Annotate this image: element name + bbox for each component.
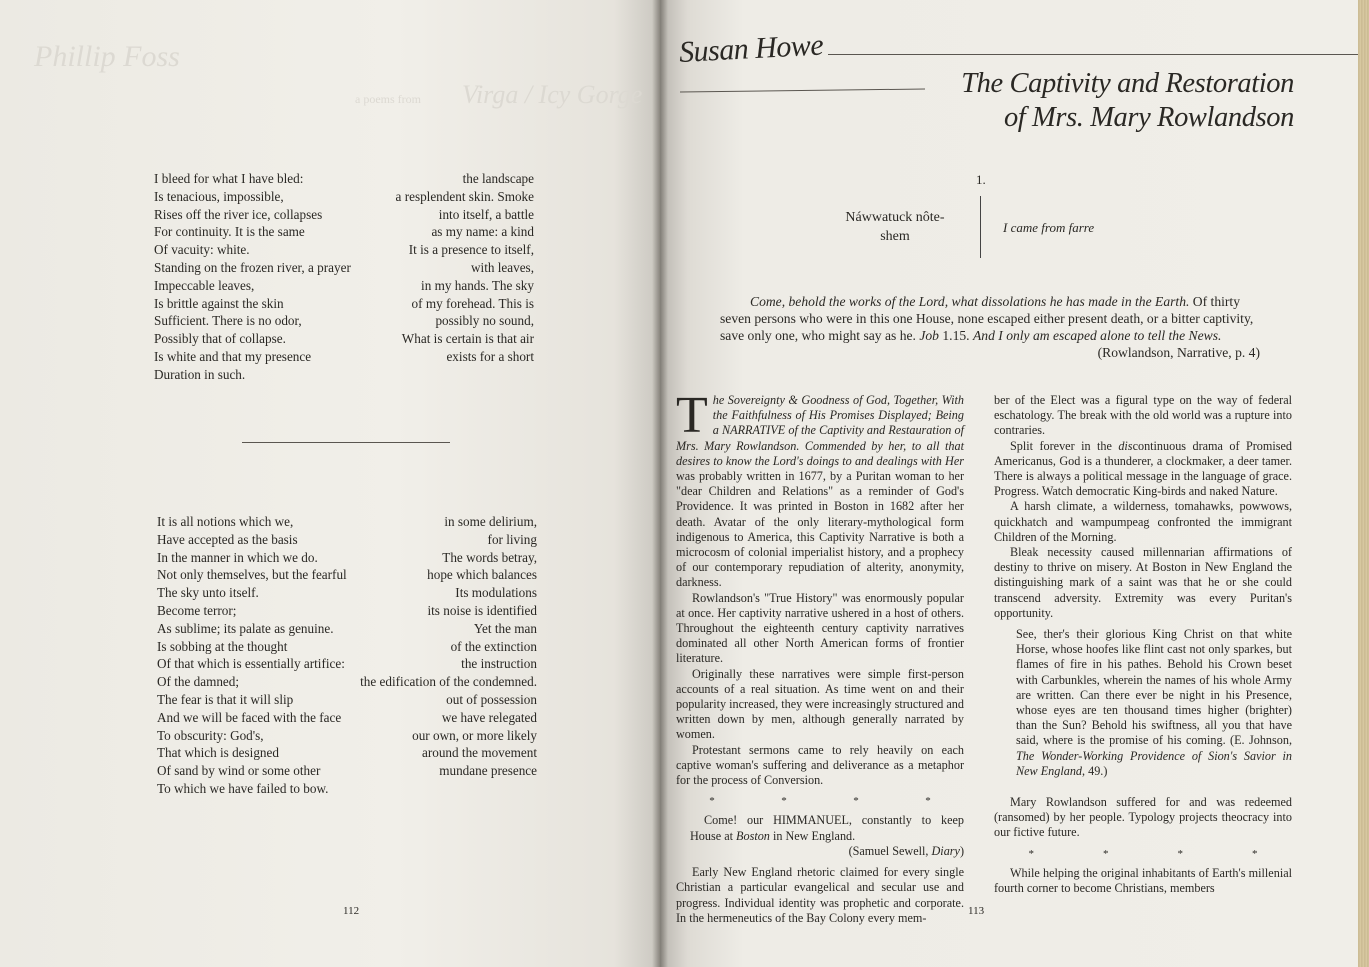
col1-paragraph-2: Rowlandson's "True History" was enormously popular at once. Her captivity narrative ushered in a host of others. Throughout the eighteenth century captivity narratives dominated all other North American forms of frontier literature. [676, 590, 964, 666]
column-1 [676, 387, 964, 926]
poem1-left-line: Is white and that my presence [154, 349, 312, 364]
header-rule-top [828, 54, 1358, 55]
col1-paragraph-3: Originally these narratives were simple first-person accounts of a real situation. As time went on and their popularity increased, they were increasingly structured and written down by men, although generally narrated by women. [676, 666, 964, 742]
poem2-left-line: Have accepted as the basis [157, 531, 298, 547]
poem2-left-line: Of the damned; [157, 674, 240, 690]
poem2-right-line: mundane presence [439, 763, 537, 779]
poem2-right-line: for living [487, 531, 537, 547]
poem2-left-line: Not only themselves, but the fearful [157, 567, 347, 583]
poem1-right-line: into itself, a battle [438, 206, 534, 222]
poem1-right-line: in my hands. The sky [421, 277, 534, 293]
poem1-left-line: Is brittle against the skin [154, 295, 284, 311]
poem2-left-line: Is sobbing at the thought [157, 638, 288, 654]
epigraph-native-line-1: Náwwatuck nôte- [845, 210, 945, 225]
page-edges [1358, 0, 1369, 967]
col2-paragraph-4: Bleak necessity caused millennarian affirmations of destiny to thrive on misery. At Boston in New England the distinguishing mark of a saint was that he or she could transcend adversity. Extremity was every Puritan's opportunity. [994, 545, 1292, 620]
title-line-2: of Mrs. Mary Rowlandson [1003, 102, 1294, 133]
section-stars-2: * * * * [1028, 847, 1258, 860]
epigraph-divider [980, 196, 981, 258]
poem1-right-line: It is a presence to itself, [408, 242, 534, 258]
poem2-left-line: It is all notions which we, [157, 514, 294, 529]
poem2-right-line: The words betray, [442, 549, 537, 565]
epigraph-native [840, 208, 950, 246]
poem1-left-line: Rises off the river ice, collapses [154, 206, 323, 222]
sewell-quote: Come! our HIMMANUEL, constantly to keep House at Boston in New England. [690, 813, 964, 843]
header-rule-bottom [680, 89, 925, 93]
poem1-right-line: the landscape [462, 171, 534, 186]
opening-quote [720, 293, 1260, 361]
column-2 [994, 393, 1292, 896]
poem2-left-line: Of that which is essentially artifice: [157, 656, 345, 672]
johnson-quote: See, ther's their glorious King Christ on that white Horse, whose hoofes like flint cast not only sparkes, but flames of fire in his pathes. Behold his Crown beset with Carbunkles, wherein the names of his whole Army are written. Can there ever be night in his Presence, whose eyes are ten thousand times higher (brighter) than the Sun? Behold his swiftness, all you that have said, where is the promise of his coming. (E. Johnson, The Wonder-Working Providence of Sion's Savior in New England, 49.) [1016, 627, 1292, 778]
poem2-left-line: Become terror; [157, 603, 237, 618]
poem2-left-line: To which we have failed to bow. [157, 781, 329, 796]
poem1-left-line: Of vacuity: white. [154, 242, 250, 258]
col1-paragraph-5: Early New England rhetoric claimed for every single Christian a particular evangelical and secular use and progress. Individual identity was prophetic and corporate. In the hermeneutics of the Bay Colony every mem- [676, 865, 964, 925]
sewell-source: (Samuel Sewell, Diary) [848, 843, 964, 858]
poem2-left-line: Of sand by wind or some other [157, 763, 321, 779]
poem2-left-line: The sky unto itself. [157, 585, 259, 601]
poem2-left-line: To obscurity: God's, [157, 727, 264, 743]
quote-roman-2: 1.15. [938, 328, 973, 343]
poem2-right-line: out of possession [446, 692, 537, 707]
page-number-right: 113 [968, 905, 985, 917]
poem2-right-line: the instruction [461, 656, 537, 672]
ghost-author: Phillip Foss [34, 40, 180, 73]
poem2-right-line: of the extinction [450, 638, 537, 654]
drop-cap: T [676, 387, 708, 444]
title-line-1: The Captivity and Restoration [961, 68, 1294, 99]
poem2-right-line: we have relegated [441, 709, 537, 725]
poem1-right-line: possibly no sound, [435, 313, 534, 329]
epigraph-native-line-2: shem [880, 229, 910, 244]
poem2-left-line: That which is designed [157, 745, 279, 761]
poem1-left-line: Impeccable leaves, [154, 277, 255, 293]
left-page [0, 0, 660, 967]
book-gutter [652, 0, 668, 967]
poem1-right-line: with leaves, [471, 260, 534, 275]
poem2-left-line: The fear is that it will slip [157, 692, 294, 707]
poem1-right-line: a resplendent skin. Smoke [395, 188, 534, 204]
poem2-right-line: our own, or more likely [412, 727, 537, 743]
quote-italic-2: Job [919, 328, 939, 343]
poem2-left-line: And we will be faced with the face [157, 709, 342, 725]
col2-paragraph-1: ber of the Elect was a figural type on the way of federal eschatology. The break with the old world was a rupture into contraries. [994, 393, 1292, 438]
poem2-right-line: the edification of the condemned. [360, 674, 537, 690]
quote-roman-1: Of thirty seven persons who were in this one House, none escaped either present death, or a bitter captivity, save only one, who might say as he. [720, 294, 1254, 343]
col2-paragraph-5: Mary Rowlandson suffered for and was redeemed (ransomed) by her people. Typology projects theocracy into our fictive future. [994, 795, 1292, 840]
poem1-right-line: of my forehead. This is [411, 295, 534, 311]
col2-paragraph-3: A harsh climate, a wilderness, tomahawks, powwows, quickhatch and wampumpeag confronted the immigrant Children of the Morning. [994, 499, 1292, 544]
col1-p1-rest: was probably written in 1677, by a Puritan woman to her "dear Children and Relations" as a reminder of God's Providence. It was printed in Boston in 1682 after her death. Avatar of the only literary-mythological form indigenous to America, this Captivity Narrative is both a microcosm of colonial imperialist history, and a prophecy of our contemporary repudiation of alterity, anonymity, darkness. [676, 469, 964, 590]
ghost-prefix: a poems from [355, 92, 421, 106]
poem1-left-line: I bleed for what I have bled: [154, 171, 304, 186]
col1-paragraph-4: Protestant sermons came to rely heavily on each captive woman's suffering and deliverance as a metaphor for the process of Conversion. [676, 742, 964, 788]
author-name: Susan Howe [678, 28, 824, 70]
right-page [660, 0, 1358, 967]
poem2-right-line: its noise is identified [427, 603, 537, 618]
col1-p1-italic: he Sovereignty & Goodness of God, Together, With the Faithfulness of His Promises Displayed; Being a NARRATIVE of the Captivity and Restauration of Mrs. Mary Rowlandson. Commended by her, to all that desires to know the Lord's doings to and dealings with Her [676, 393, 964, 468]
page-number-left: 112 [343, 905, 360, 917]
poem1-right-line: What is certain is that air [401, 331, 534, 347]
poem1-right-line: exists for a short [446, 349, 534, 364]
poem1-left-line: For continuity. It is the same [154, 224, 305, 240]
section-number: 1. [976, 172, 986, 187]
poem2-right-line: around the movement [422, 745, 537, 761]
poem1-right-line: as my name: a kind [431, 224, 534, 240]
ghost-title: Virga / Icy Gorge [462, 80, 643, 109]
quote-source: (Rowlandson, Narrative, p. 4) [1097, 345, 1260, 360]
col2-paragraph-6: While helping the original inhabitants of Earth's millenial fourth corner to become Christians, members [994, 865, 1292, 896]
poem2-right-line: in some delirium, [444, 514, 537, 529]
poem2-right-line: Its modulations [455, 585, 537, 601]
poem1-left-line: Possibly that of collapse. [154, 331, 286, 347]
epigraph-translation: I came from farre [1003, 220, 1095, 235]
poem2-left-line: In the manner in which we do. [157, 549, 318, 565]
poem2-right-line: hope which balances [427, 567, 537, 583]
col2-paragraph-2: Split forever in the discontinuous drama of Promised Americanus, God is a thunderer, a clockmaker, a deer tamer. There is always a political message in the language of grace. Progress. Watch democratic King-birds and naked Nature. [994, 438, 1292, 499]
quote-italic-1: Come, behold the works of the Lord, what dissolations he has made in the Earth. [750, 294, 1190, 309]
quote-italic-3: And I only am escaped alone to tell the News. [972, 328, 1222, 343]
poem1-left-line: Sufficient. There is no odor, [154, 313, 302, 329]
poem1-left-line: Duration in such. [154, 366, 246, 382]
poem1-left-line: Standing on the frozen river, a prayer [154, 260, 351, 275]
section-divider [242, 442, 450, 443]
poem2-left-line: As sublime; its palate as genuine. [157, 620, 334, 636]
section-stars-1: * * * * [709, 795, 931, 808]
poem1-left-line: Is tenacious, impossible, [154, 188, 284, 204]
poem2-right-line: Yet the man [473, 620, 537, 636]
